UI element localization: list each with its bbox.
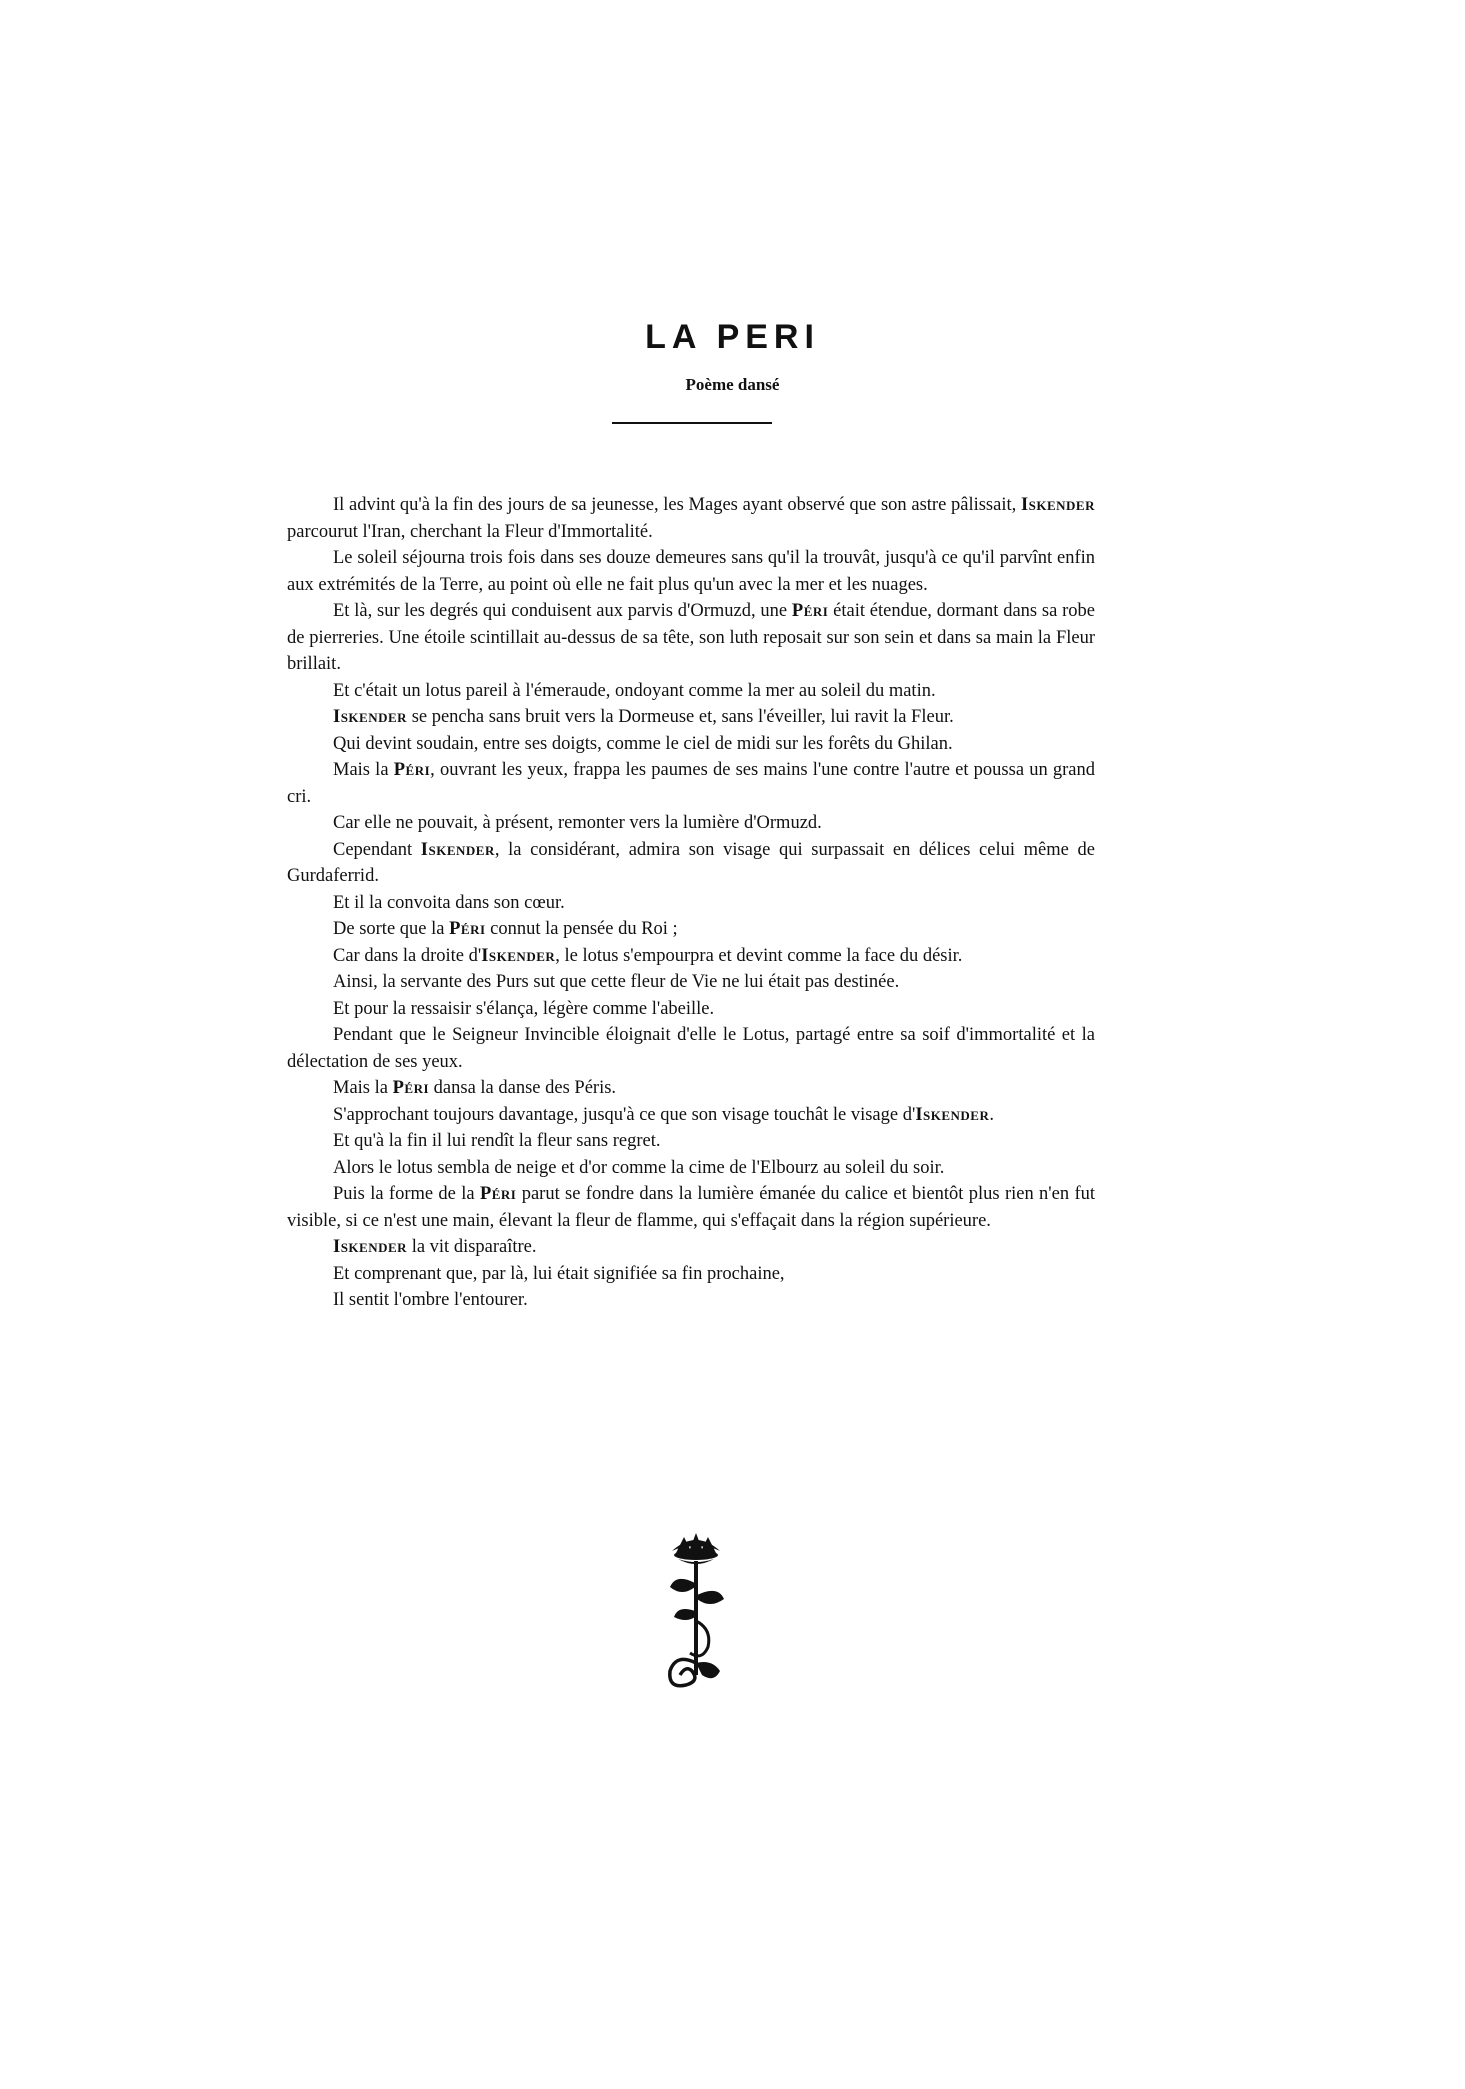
character-name: Iskender — [420, 839, 495, 860]
stanza-text: parcourut l'Iran, cherchant la Fleur d'Immortalité. — [287, 521, 653, 542]
poem-stanza — [287, 678, 1095, 705]
poem-stanza — [287, 996, 1095, 1023]
stanza-text: Et là, sur les degrés qui conduisent aux parvis d'Ormuzd, une — [333, 601, 792, 621]
poem-stanza — [287, 1155, 1095, 1182]
stanza-text: Mais la — [333, 760, 394, 780]
character-name: Péri — [449, 919, 486, 939]
stanza-text: Et c'était un lotus pareil à l'émeraude, ondoyant comme la mer au soleil du matin. — [333, 680, 936, 701]
stanza-text: Il sentit l'ombre l'entourer. — [333, 1290, 528, 1310]
character-name: Péri — [392, 1078, 430, 1098]
stanza-text: parut se fondre dans la lumière émanée du calice et bientôt plus rien n'en fut visible, si ce n'est une main, élevant la fleur de flamme, qui s'effaçait dans la région supérieure. — [287, 1184, 1095, 1231]
stanza-text: , le lotus s'empourpra et devint comme la face du désir. — [555, 945, 963, 966]
character-name: Iskender — [1020, 495, 1095, 515]
character-name: Iskender — [915, 1104, 990, 1125]
stanza-text: Qui devint soudain, entre ses doigts, comme le ciel de midi sur les forêts du Ghilan. — [333, 733, 953, 754]
character-name: Péri — [393, 760, 431, 780]
character-name: Péri — [479, 1184, 517, 1204]
title-divider — [612, 422, 772, 424]
character-name: Iskender — [481, 945, 556, 966]
poem-stanza — [287, 1181, 1095, 1234]
poem-body — [287, 492, 1095, 1314]
poem-stanza — [287, 757, 1095, 810]
poem-stanza — [287, 1287, 1095, 1314]
stanza-text: Il advint qu'à la fin des jours de sa jeunesse, les Mages ayant observé que son astre pâlissait, — [333, 495, 1021, 515]
stanza-text: Car dans la droite d' — [333, 945, 482, 966]
character-name: Péri — [791, 601, 829, 621]
stanza-text: la vit disparaître. — [407, 1237, 537, 1257]
poem-stanza — [287, 1102, 1095, 1129]
poem-stanza — [287, 969, 1095, 996]
stanza-text: dansa la danse des Péris. — [429, 1078, 617, 1098]
stanza-text: Et qu'à la fin il lui rendît la fleur sans regret. — [333, 1131, 661, 1151]
stanza-text: S'approchant toujours davantage, jusqu'à ce que son visage touchât le visage d' — [333, 1104, 916, 1125]
stanza-text: Alors le lotus sembla de neige et d'or comme la cime de l'Elbourz au soleil du soir. — [333, 1157, 945, 1178]
character-name: Iskender — [333, 1237, 408, 1257]
stanza-text: , la considérant, admira son visage qui surpassait en délices celui même de Gurdaferrid. — [287, 839, 1095, 886]
stanza-text: Car elle ne pouvait, à présent, remonter vers la lumière d'Ormuzd. — [333, 813, 822, 833]
stanza-text: De sorte que la — [333, 919, 450, 939]
poem-stanza — [287, 492, 1095, 545]
lotus-flourish-icon — [662, 1525, 730, 1695]
stanza-text: . — [989, 1104, 994, 1125]
poem-stanza — [287, 704, 1095, 731]
poem-stanza — [287, 1075, 1095, 1102]
poem-stanza — [287, 1261, 1095, 1288]
poem-subtitle: Poème dansé — [685, 375, 780, 394]
poem-stanza — [287, 1234, 1095, 1261]
stanza-text: , ouvrant les yeux, frappa les paumes de ses mains l'une contre l'autre et poussa un grand cri. — [287, 760, 1096, 807]
poem-stanza — [287, 810, 1095, 837]
poem-stanza — [287, 731, 1095, 758]
stanza-text: se pencha sans bruit vers la Dormeuse et, sans l'éveiller, lui ravit la Fleur. — [407, 707, 954, 727]
stanza-text: Le soleil séjourna trois fois dans ses douze demeures sans qu'il la trouvât, jusqu'à ce qu'il parvînt enfin aux extrémités de la Terre, au point où elle ne fait plus qu'un avec la mer et les nuages. — [287, 548, 1095, 595]
character-name: Iskender — [333, 707, 408, 727]
poem-stanza — [287, 545, 1095, 598]
stanza-text: Mais la — [333, 1078, 393, 1098]
poem-stanza — [287, 837, 1095, 890]
stanza-text: Et il la convoita dans son cœur. — [333, 892, 565, 913]
stanza-text: Ainsi, la servante des Purs sut que cette fleur de Vie ne lui était pas destinée. — [333, 972, 900, 992]
poem-title: LA PERI — [645, 318, 820, 356]
stanza-text: Cependant — [333, 839, 421, 860]
poem-stanza — [287, 943, 1095, 970]
poem-stanza — [287, 598, 1095, 678]
stanza-text: Puis la forme de la — [333, 1184, 480, 1204]
poem-stanza — [287, 1022, 1095, 1075]
poem-stanza — [287, 890, 1095, 917]
poem-stanza — [287, 1128, 1095, 1155]
stanza-text: Et pour la ressaisir s'élança, légère comme l'abeille. — [333, 998, 715, 1019]
stanza-text: Et comprenant que, par là, lui était signifiée sa fin prochaine, — [333, 1263, 785, 1284]
stanza-text: connut la pensée du Roi ; — [485, 919, 678, 939]
stanza-text: Pendant que le Seigneur Invincible éloignait d'elle le Lotus, partagé entre sa soif d'immortalité et la délectation de ses yeux. — [287, 1025, 1095, 1072]
poem-stanza — [287, 916, 1095, 943]
stanza-text: était étendue, dormant dans sa robe de pierreries. Une étoile scintillait au-dessus de sa tête, son luth reposait sur son sein et dans sa main la Fleur brillait. — [287, 601, 1095, 674]
